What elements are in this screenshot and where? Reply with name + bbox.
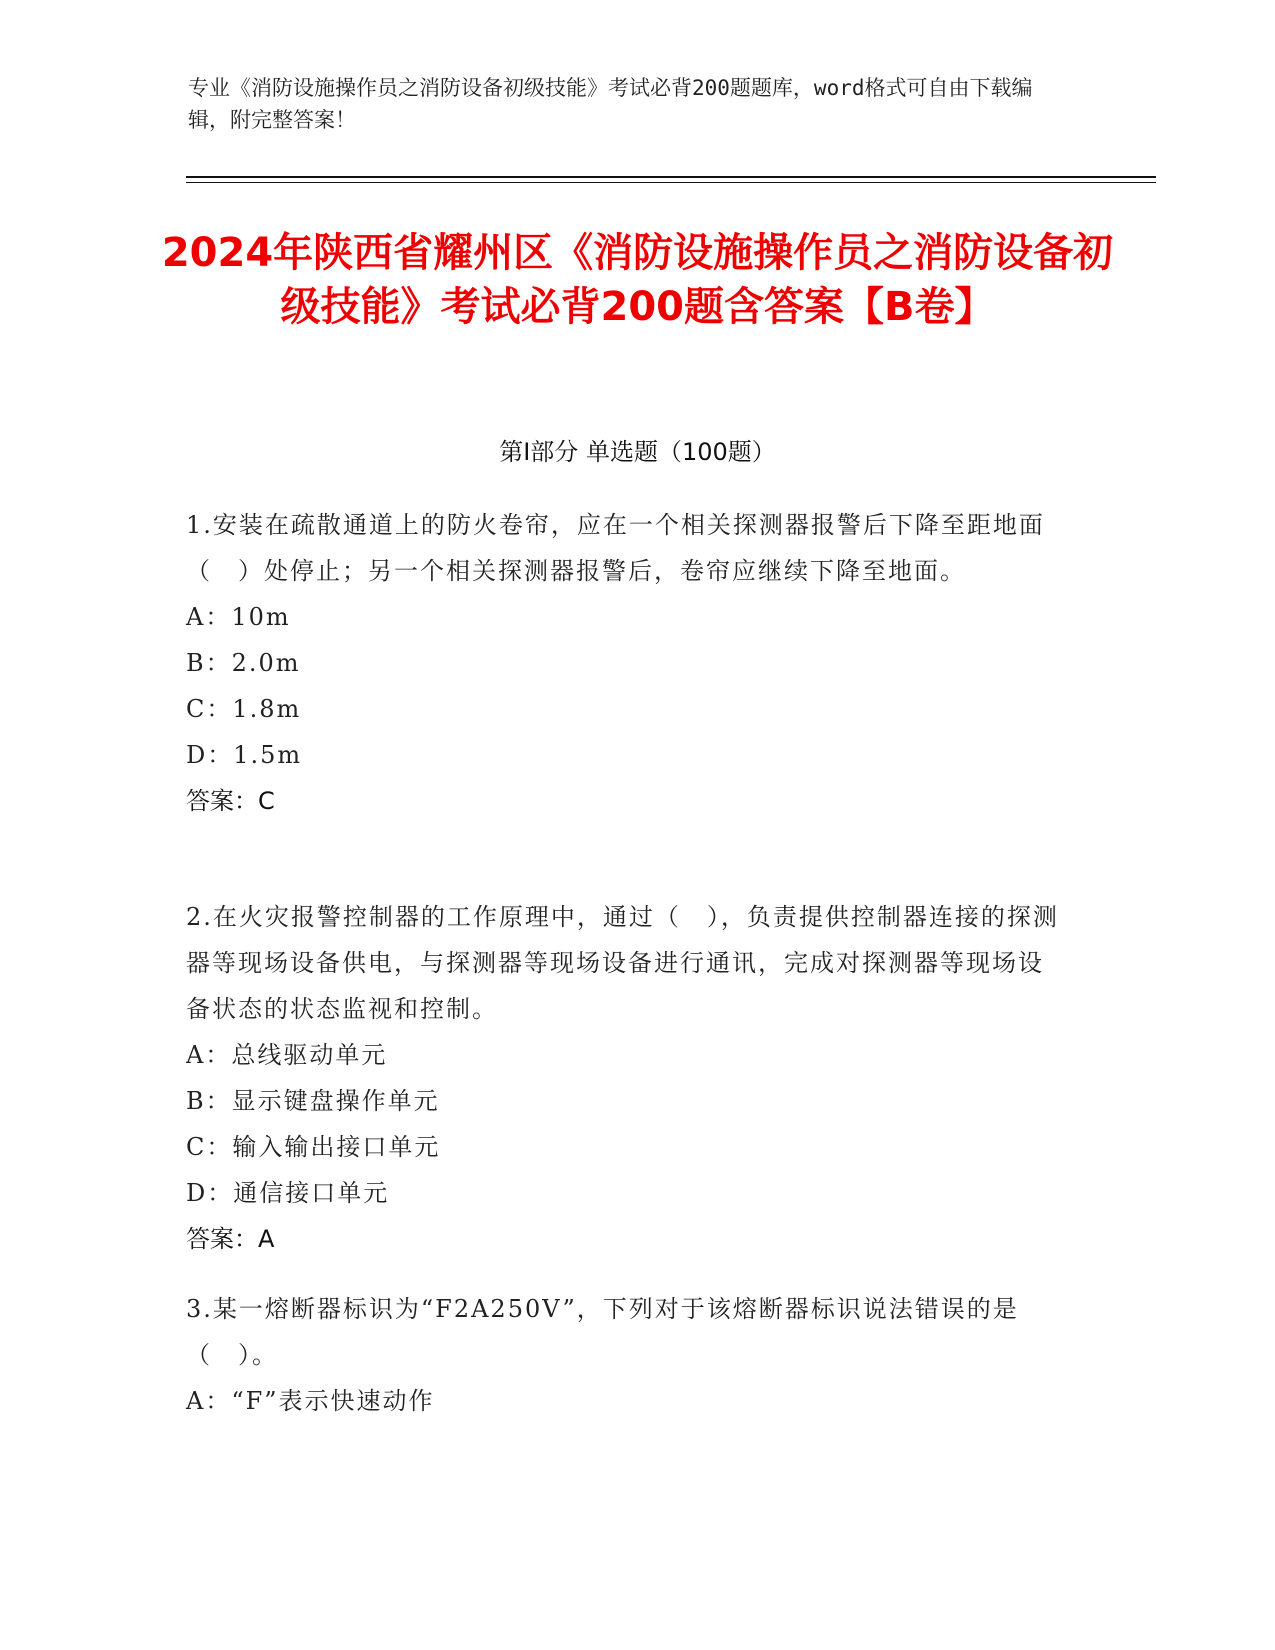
question-2 [186, 894, 1066, 1262]
option-a: A：“F”表示快速动作 [186, 1387, 435, 1415]
header-note: 专业《消防设施操作员之消防设备初级技能》考试必背200题题库，word格式可自由下载编辑，附完整答案！ [188, 76, 1033, 132]
question-stem: 2.在火灾报警控制器的工作原理中，通过（ ），负责提供控制器连接的探测器等现场设备供电，与探测器等现场设备进行通讯，完成对探测器等现场设备状态的状态监视和控制。 [186, 903, 1059, 1023]
question-1 [186, 502, 1066, 824]
option-a: A：10m [186, 603, 291, 631]
option-b: B：2.0m [186, 649, 301, 677]
question-stem: 1.安装在疏散通道上的防火卷帘，应在一个相关探测器报警后下降至距地面（ ）处停止；另一个相关探测器报警后，卷帘应继续下降至地面。 [186, 511, 1045, 585]
question-stem: 3.某一熔断器标识为“F2A250V”，下列对于该熔断器标识说法错误的是（ ）。 [186, 1295, 1019, 1369]
option-b: B：显示键盘操作单元 [186, 1087, 440, 1115]
answer-line: 答案：A [186, 1225, 275, 1253]
header-divider-thin [186, 182, 1156, 183]
header-divider-thick [186, 176, 1156, 178]
option-c: C：输入输出接口单元 [186, 1133, 441, 1161]
option-a: A：总线驱动单元 [186, 1041, 388, 1069]
option-c: C：1.8m [186, 695, 302, 723]
option-d: D：1.5m [186, 741, 303, 769]
question-3 [186, 1286, 1066, 1424]
document-title: 2024年陕西省耀州区《消防设施操作员之消防设备初级技能》考试必背200题含答案【B卷】 [161, 230, 1114, 330]
section-heading: 第I部分 单选题（100题） [499, 438, 776, 466]
option-d: D：通信接口单元 [186, 1179, 390, 1207]
answer-line: 答案：C [186, 787, 275, 815]
